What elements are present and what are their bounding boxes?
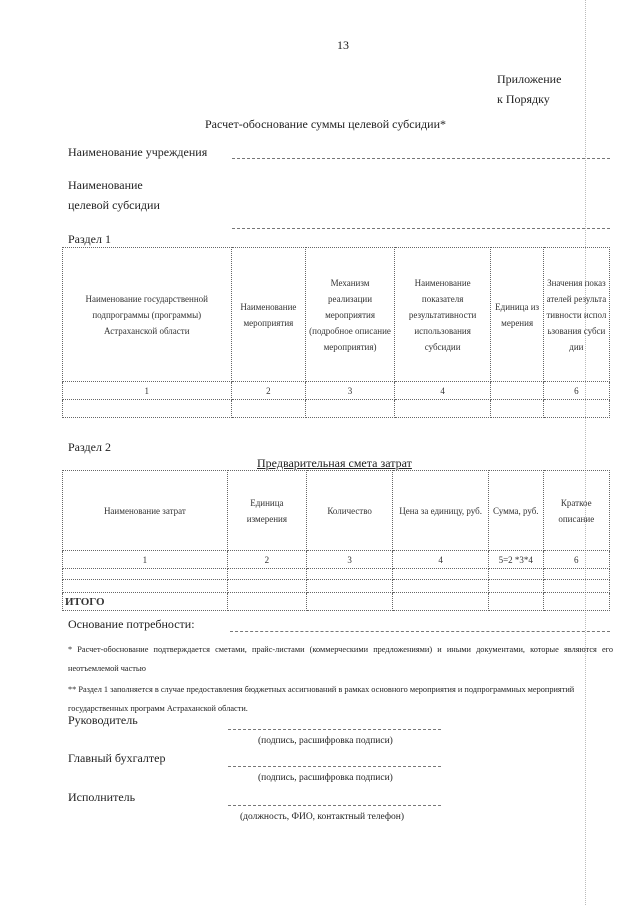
header-cell: Значения показателей результативности использования субсидии — [543, 248, 609, 382]
header-cell: Цена за единицу, руб. — [393, 471, 489, 551]
number-cell: 6 — [543, 382, 609, 400]
header-cell: Единица измерения — [491, 248, 543, 382]
signature-role: Главный бухгалтер — [68, 751, 166, 765]
number-cell: 3 — [307, 551, 393, 569]
number-cell: 6 — [543, 551, 609, 569]
institution-label: Наименование учреждения — [68, 145, 208, 159]
section1-label: Раздел 1 — [68, 232, 111, 246]
appendix-line-1: Приложение — [497, 72, 562, 86]
header-cell: Наименование мероприятия — [231, 248, 306, 382]
number-cell: 1 — [63, 382, 232, 400]
signature-role: Исполнитель — [68, 790, 136, 804]
table-row[interactable] — [63, 580, 610, 593]
total-label: ИТОГО — [63, 593, 228, 611]
signature-role: Руководитель — [68, 713, 138, 727]
section2-title: Предварительная смета затрат — [257, 456, 412, 470]
table-row[interactable] — [63, 400, 610, 418]
signature-field[interactable] — [228, 805, 441, 806]
appendix-line-2: к Порядку — [497, 92, 550, 106]
number-cell: 4 — [394, 382, 491, 400]
header-cell: Краткое описание — [543, 471, 609, 551]
subsidy-label-1: Наименование — [68, 178, 143, 192]
table-number-row — [63, 382, 610, 400]
number-cell — [491, 382, 543, 400]
signature-hint: (подпись, расшифровка подписи) — [258, 773, 393, 783]
number-cell: 3 — [306, 382, 395, 400]
scan-fold-line — [585, 0, 586, 905]
header-cell: Количество — [307, 471, 393, 551]
institution-field[interactable] — [232, 158, 610, 159]
table-header-row — [63, 248, 610, 382]
signature-hint: (должность, ФИО, контактный телефон) — [240, 812, 405, 822]
page-number: 13 — [337, 38, 349, 52]
footnote-1: * Расчет-обоснование подтверждается сметами, прайс-листами (коммерческими предложениями) и иными документами, которые являются его неотъемлемой частью — [68, 645, 613, 673]
signature-field[interactable] — [228, 766, 441, 767]
signature-hint: (подпись, расшифровка подписи) — [258, 736, 393, 746]
basis-label: Основание потребности: — [68, 617, 195, 631]
document-title: Расчет-обоснование суммы целевой субсидии* — [205, 117, 446, 131]
section1-table — [62, 247, 610, 418]
subsidy-field[interactable] — [232, 228, 610, 229]
subsidy-label-2: целевой субсидии — [68, 198, 160, 212]
basis-field[interactable] — [230, 631, 610, 632]
number-cell: 5=2 *3*4 — [489, 551, 544, 569]
header-cell: Наименование показателя результативности использования субсидии — [394, 248, 491, 382]
number-cell: 2 — [227, 551, 306, 569]
header-cell: Наименование государственной подпрограммы (программы) Астраханской области — [63, 248, 232, 382]
header-cell: Единица измерения — [227, 471, 306, 551]
number-cell: 1 — [63, 551, 228, 569]
header-cell: Сумма, руб. — [489, 471, 544, 551]
number-cell: 4 — [393, 551, 489, 569]
signature-field[interactable] — [228, 729, 441, 730]
table-header-row — [63, 471, 610, 551]
section2-label: Раздел 2 — [68, 440, 111, 454]
section2-table — [62, 470, 610, 611]
header-cell: Наименование затрат — [63, 471, 228, 551]
footnote-2: ** Раздел 1 заполняется в случае предоставления бюджетных ассигнований в рамках основного мероприятия и подпрограммных мероприятий государственных программ Астраханской области. — [68, 685, 575, 713]
table-number-row — [63, 551, 610, 569]
header-cell: Механизм реализации мероприятия (подробное описание мероприятия) — [306, 248, 395, 382]
number-cell: 2 — [231, 382, 306, 400]
total-row — [63, 593, 610, 611]
table-row[interactable] — [63, 569, 610, 580]
